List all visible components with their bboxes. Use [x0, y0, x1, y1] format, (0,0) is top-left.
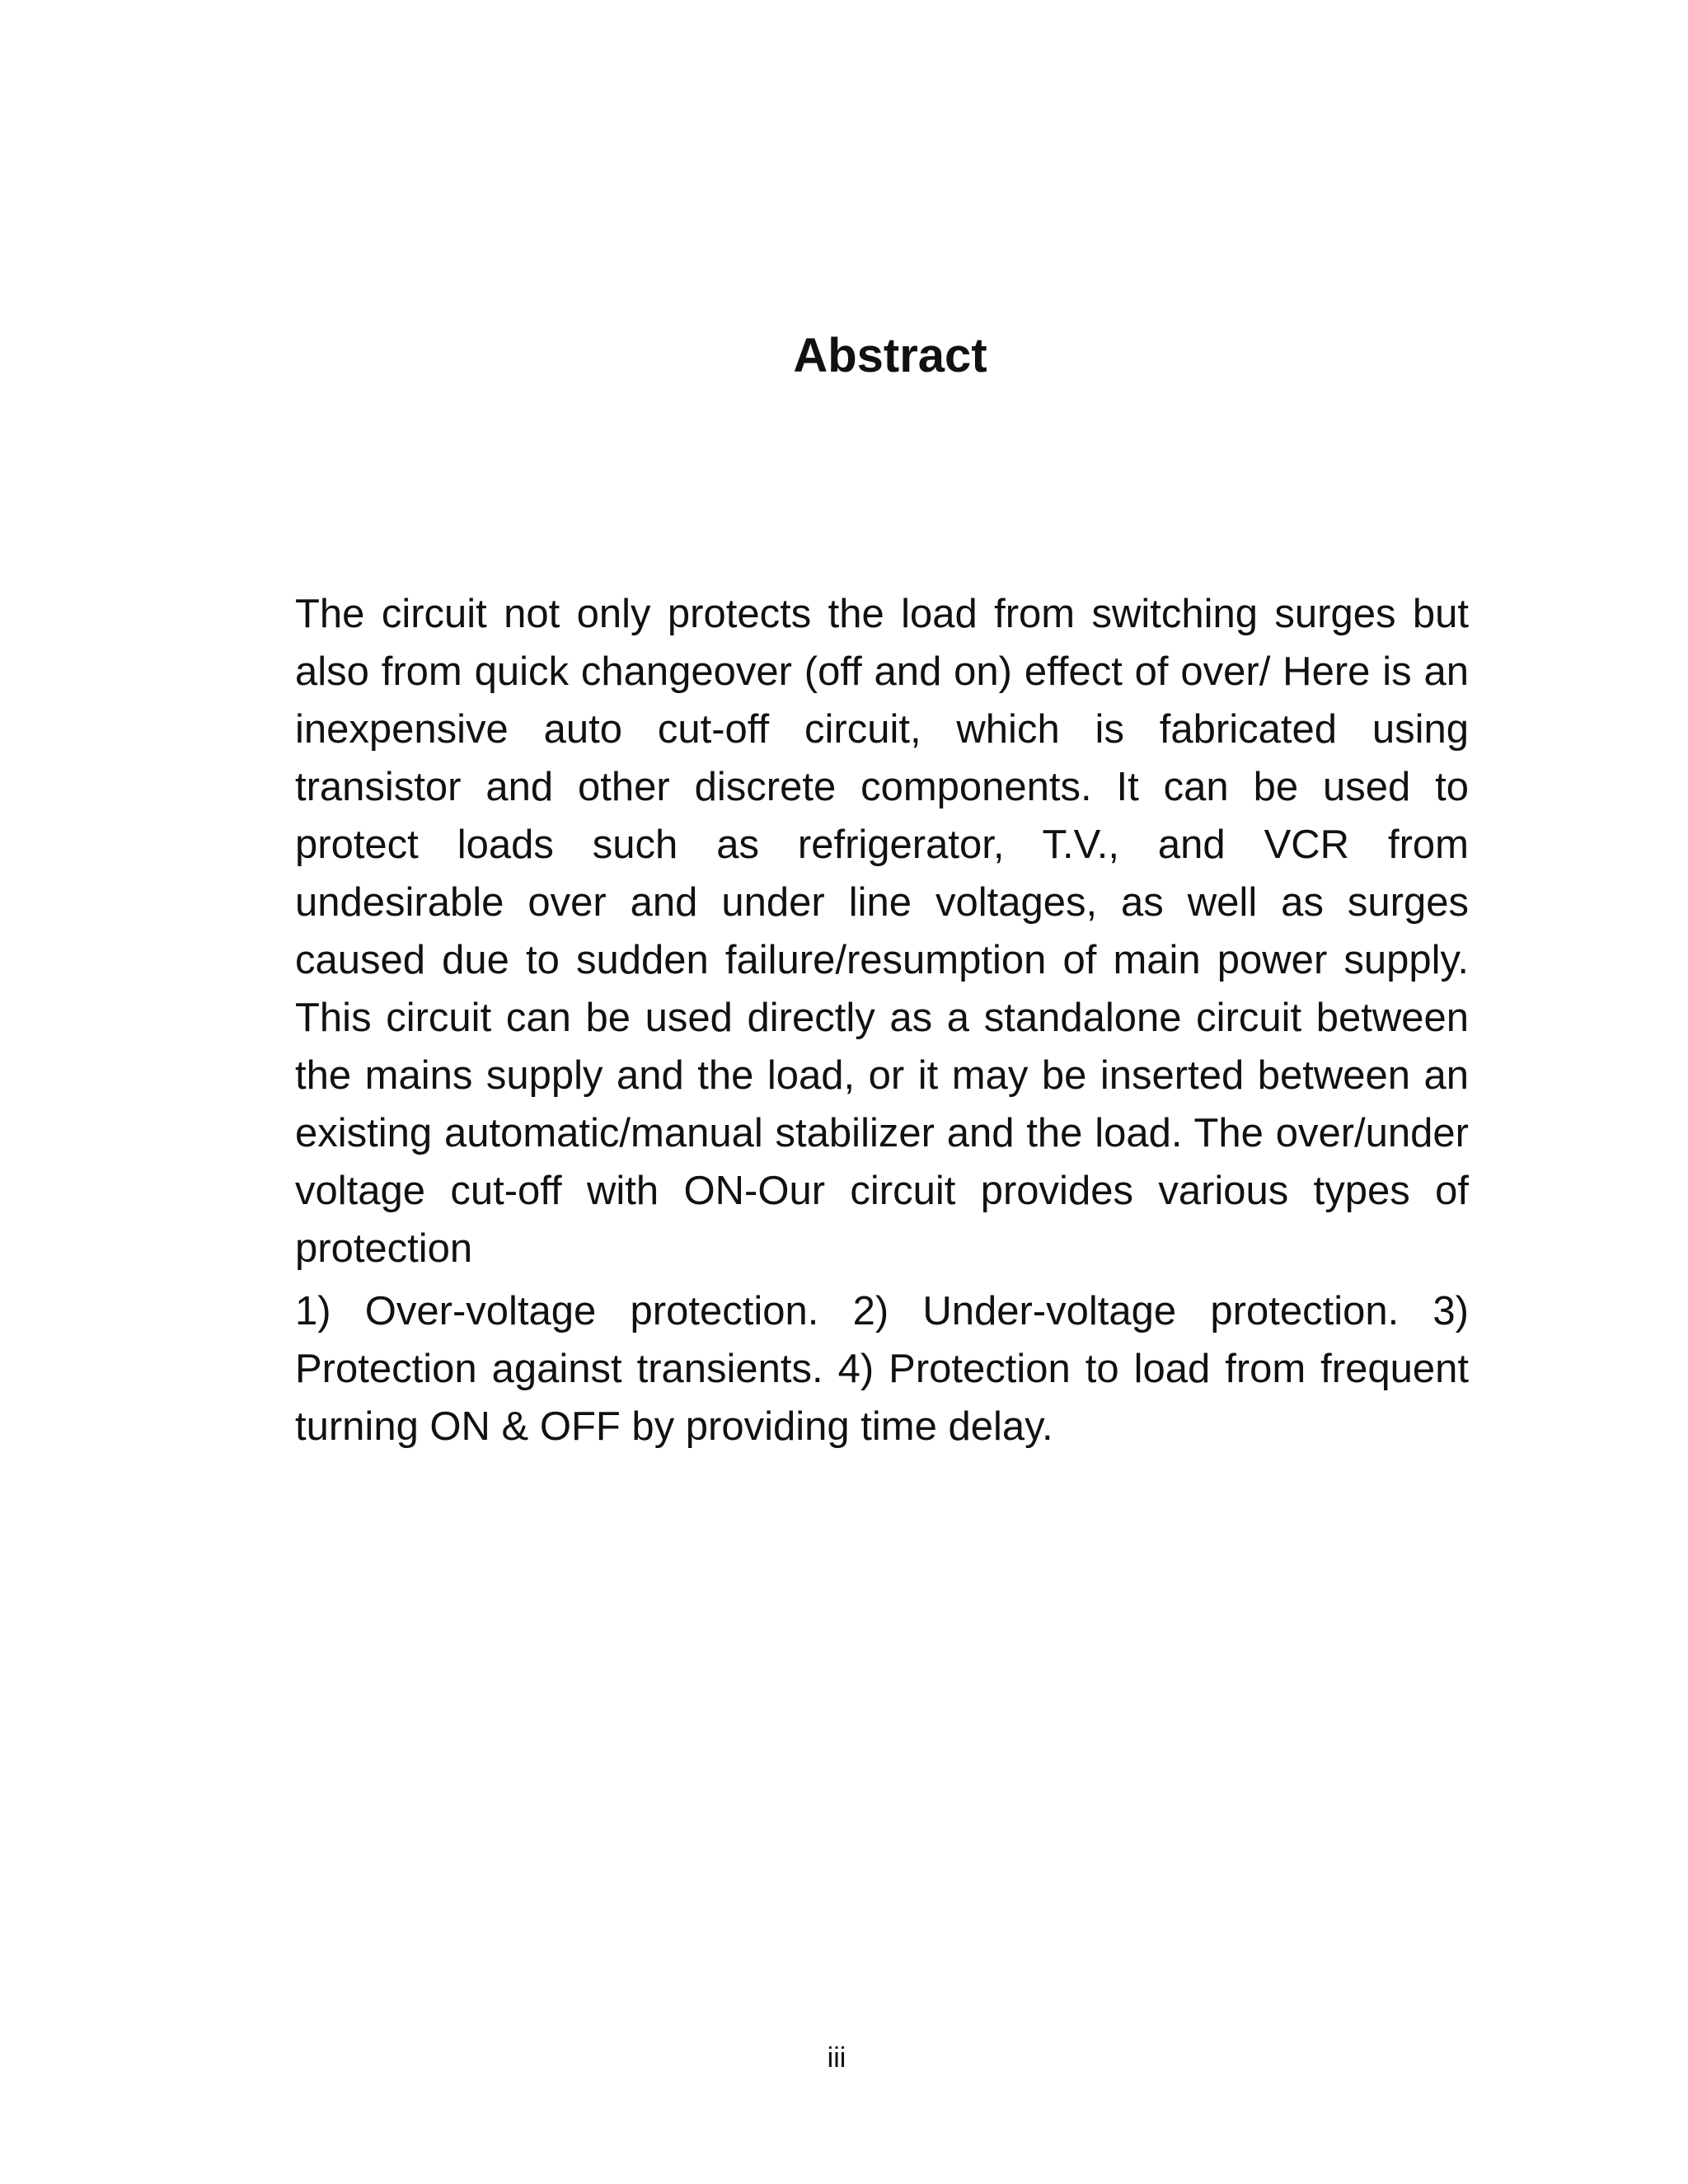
page-number: iii	[827, 2042, 846, 2074]
abstract-heading: Abstract	[793, 329, 987, 382]
abstract-body	[295, 585, 1469, 1455]
abstract-paragraph-2: 1) Over-voltage protection. 2) Under-voltage protection. 3) Protection against transients. 4) Protection to load from frequent turning ON & OFF by providing time delay.	[295, 1289, 1469, 1449]
abstract-paragraph-1: The circuit not only protects the load from switching surges but also from quick changeover (off and on) effect of over/ Here is an inexpensive auto cut-off circuit, which is fabricated using transistor and other discrete components. It can be used to protect loads such as refrigerator, T.V., and VCR from undesirable over and under line voltages, as well as surges caused due to sudden failure/resumption of main power supply. This circuit can be used directly as a standalone circuit between the mains supply and the load, or it may be inserted between an existing automatic/manual stabilizer and the load. The over/under voltage cut-off with ON-Our circuit provides various types of protection	[295, 592, 1469, 1271]
